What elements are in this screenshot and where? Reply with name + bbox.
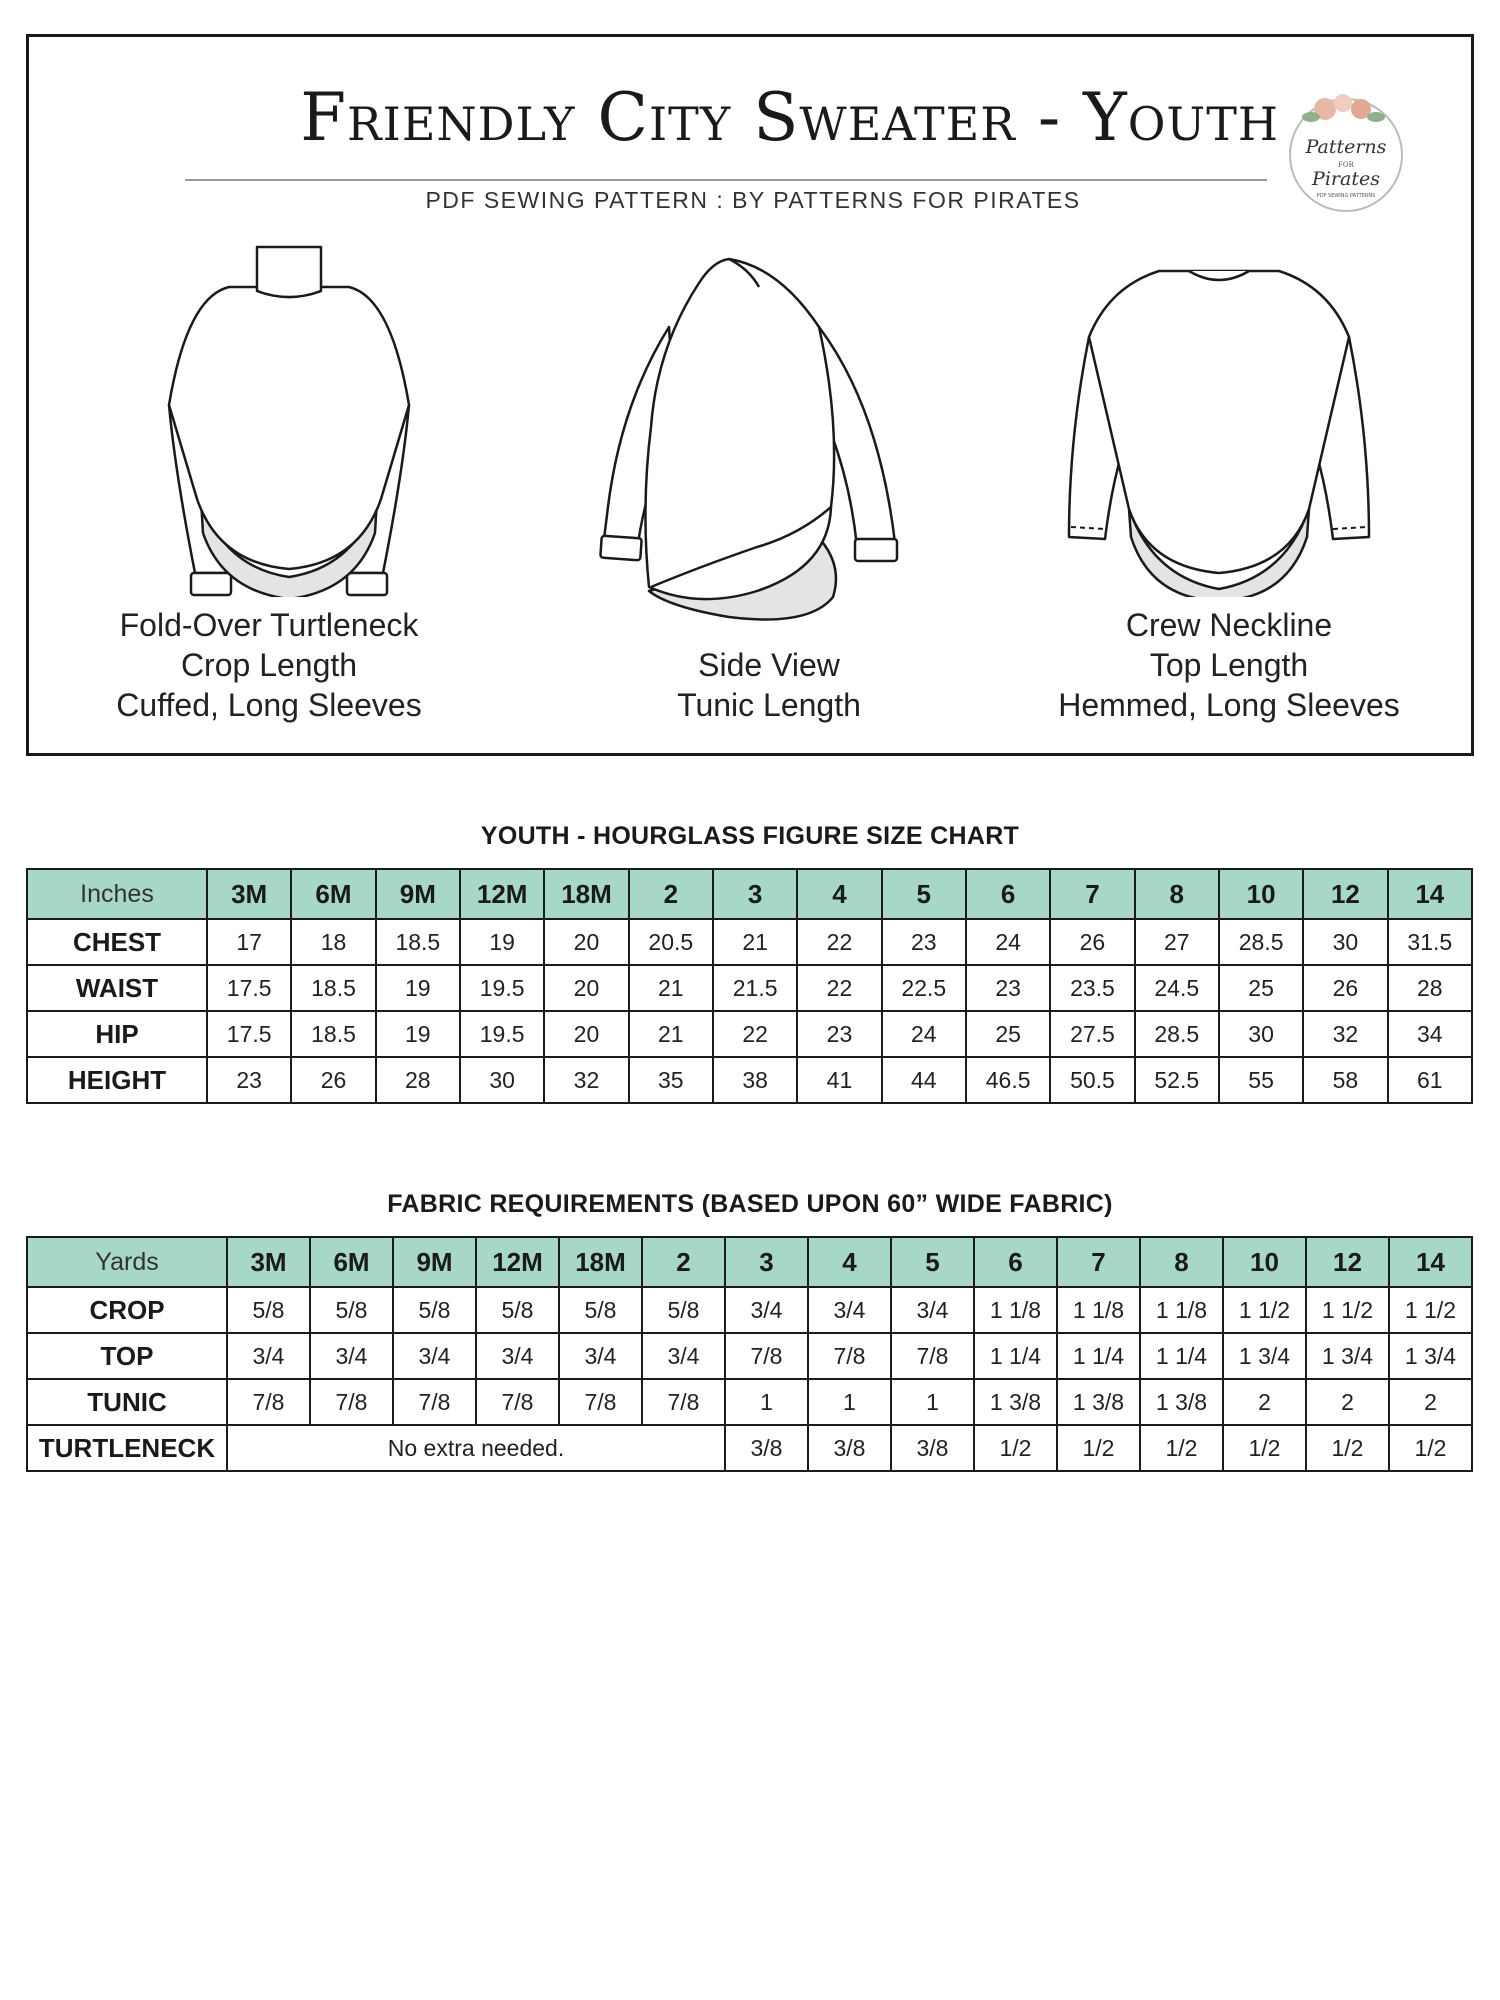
table-cell: 23 (882, 919, 966, 965)
table-cell: 2 (1223, 1379, 1306, 1425)
table-cell: 5/8 (227, 1287, 310, 1333)
table-cell: 21 (713, 919, 797, 965)
table-cell: 3/8 (808, 1425, 891, 1471)
side-view-tunic-sweater-illustration (579, 247, 949, 667)
size-header-cell: 12M (460, 869, 544, 919)
table-cell: 55 (1219, 1057, 1303, 1103)
row-label: CHEST (27, 919, 207, 965)
table-cell: 3/4 (891, 1287, 974, 1333)
table-cell: 2 (1306, 1379, 1389, 1425)
table-cell: 1 1/2 (1223, 1287, 1306, 1333)
table-cell: 3/4 (725, 1287, 808, 1333)
row-label: TUNIC (27, 1379, 227, 1425)
table-cell: 1/2 (1306, 1425, 1389, 1471)
table-cell: 31.5 (1388, 919, 1472, 965)
table-cell: 7/8 (393, 1379, 476, 1425)
size-header-cell: 3M (207, 869, 291, 919)
table-row (27, 1379, 1472, 1425)
table-cell: 5/8 (559, 1287, 642, 1333)
table-cell: 23 (797, 1011, 881, 1057)
table-cell: 1 1/8 (974, 1287, 1057, 1333)
size-header-cell: 4 (797, 869, 881, 919)
table-cell: 18 (291, 919, 375, 965)
table-cell: 1 1/4 (1140, 1333, 1223, 1379)
table-cell: 7/8 (808, 1333, 891, 1379)
table-cell: 30 (460, 1057, 544, 1103)
row-label: CROP (27, 1287, 227, 1333)
table-cell: 22.5 (882, 965, 966, 1011)
table-cell: 21.5 (713, 965, 797, 1011)
table-cell: 1 1/8 (1140, 1287, 1223, 1333)
table-cell: 3/8 (725, 1425, 808, 1471)
size-header-cell: 6 (966, 869, 1050, 919)
row-label: WAIST (27, 965, 207, 1011)
table-cell: 1 3/8 (974, 1379, 1057, 1425)
table-cell: 23.5 (1050, 965, 1134, 1011)
table-cell: 28 (1388, 965, 1472, 1011)
table-cell: 7/8 (642, 1379, 725, 1425)
table-cell: 24 (966, 919, 1050, 965)
table-cell: 1 3/4 (1389, 1333, 1472, 1379)
table-cell: 22 (797, 965, 881, 1011)
size-header-cell: 6M (310, 1237, 393, 1287)
table-cell: 2 (1389, 1379, 1472, 1425)
table-row (27, 965, 1472, 1011)
table-row (27, 1057, 1472, 1103)
table-cell: 1 1/4 (1057, 1333, 1140, 1379)
table-cell: 27.5 (1050, 1011, 1134, 1057)
table-cell: 18.5 (376, 919, 460, 965)
table-cell: 28.5 (1219, 919, 1303, 965)
table-cell: 19.5 (460, 965, 544, 1011)
table-cell: 19.5 (460, 1011, 544, 1057)
table-cell: 7/8 (310, 1379, 393, 1425)
table-cell: 44 (882, 1057, 966, 1103)
table-cell: 1 (891, 1379, 974, 1425)
table-row (27, 919, 1472, 965)
patterns-for-pirates-logo (1281, 87, 1411, 217)
table-cell: 7/8 (476, 1379, 559, 1425)
table-row (27, 1287, 1472, 1333)
row-label: TURTLENECK (27, 1425, 227, 1471)
table-cell: 19 (460, 919, 544, 965)
fabric-chart-header-row (27, 1237, 1472, 1287)
size-header-cell: 7 (1050, 869, 1134, 919)
table-cell: 20 (544, 1011, 628, 1057)
table-cell: 3/4 (310, 1333, 393, 1379)
table-cell: 1 1/2 (1389, 1287, 1472, 1333)
table-cell: 28.5 (1135, 1011, 1219, 1057)
svg-text:Patterns: Patterns (1305, 136, 1387, 158)
table-cell: 17 (207, 919, 291, 965)
svg-text:FOR: FOR (1338, 161, 1354, 169)
size-header-cell: 5 (882, 869, 966, 919)
turtleneck-crop-sweater-illustration (109, 237, 489, 597)
size-header-cell: 8 (1140, 1237, 1223, 1287)
svg-text:Pirates: Pirates (1312, 168, 1380, 190)
table-cell: 1/2 (974, 1425, 1057, 1471)
table-cell: 30 (1303, 919, 1387, 965)
table-cell: 24.5 (1135, 965, 1219, 1011)
table-cell: 19 (376, 1011, 460, 1057)
size-header-cell: 14 (1389, 1237, 1472, 1287)
table-cell: 50.5 (1050, 1057, 1134, 1103)
table-cell: 17.5 (207, 965, 291, 1011)
table-cell: 5/8 (393, 1287, 476, 1333)
table-cell: 26 (291, 1057, 375, 1103)
size-header-cell: 9M (376, 869, 460, 919)
table-cell: 25 (1219, 965, 1303, 1011)
table-cell: 41 (797, 1057, 881, 1103)
table-cell: 1 3/4 (1306, 1333, 1389, 1379)
size-header-cell: 10 (1223, 1237, 1306, 1287)
table-cell: 24 (882, 1011, 966, 1057)
table-cell: 3/8 (891, 1425, 974, 1471)
table-cell: 1 1/4 (974, 1333, 1057, 1379)
size-header-cell: 3 (713, 869, 797, 919)
table-cell: 22 (713, 1011, 797, 1057)
table-cell: 19 (376, 965, 460, 1011)
table-cell: 1 (808, 1379, 891, 1425)
table-cell: 3/4 (642, 1333, 725, 1379)
table-cell: 18.5 (291, 965, 375, 1011)
table-cell: 23 (207, 1057, 291, 1103)
table-cell: 3/4 (393, 1333, 476, 1379)
table-cell: 3/4 (227, 1333, 310, 1379)
table-cell: 20 (544, 919, 628, 965)
table-row-turtleneck (27, 1425, 1472, 1471)
size-header-cell: 14 (1388, 869, 1472, 919)
size-header-cell: 18M (544, 869, 628, 919)
pattern-subtitle: PDF SEWING PATTERN : BY PATTERNS FOR PIRATES (425, 187, 1081, 213)
size-header-cell: 12 (1303, 869, 1387, 919)
table-cell: 7/8 (559, 1379, 642, 1425)
size-header-cell: 2 (629, 869, 713, 919)
table-cell: 1 3/8 (1140, 1379, 1223, 1425)
svg-text:PDF SEWING PATTERNS: PDF SEWING PATTERNS (1316, 193, 1376, 199)
table-cell: 21 (629, 965, 713, 1011)
table-cell: 58 (1303, 1057, 1387, 1103)
table-cell: 20 (544, 965, 628, 1011)
size-header-cell: 6 (974, 1237, 1057, 1287)
caption-crew-top: Crew Neckline Top Length Hemmed, Long Sleeves (1058, 607, 1400, 723)
size-header-cell: 2 (642, 1237, 725, 1287)
table-cell: 27 (1135, 919, 1219, 965)
fabric-chart-unit-label: Yards (27, 1237, 227, 1287)
table-cell: 3/4 (476, 1333, 559, 1379)
size-header-cell: 12 (1306, 1237, 1389, 1287)
header-panel (26, 34, 1474, 756)
table-cell: 46.5 (966, 1057, 1050, 1103)
table-cell: 7/8 (227, 1379, 310, 1425)
size-header-cell: 12M (476, 1237, 559, 1287)
table-row (27, 1333, 1472, 1379)
table-cell: 1/2 (1389, 1425, 1472, 1471)
table-cell: 1/2 (1057, 1425, 1140, 1471)
table-cell: 25 (966, 1011, 1050, 1057)
table-cell: 20.5 (629, 919, 713, 965)
table-cell: 52.5 (1135, 1057, 1219, 1103)
size-header-cell: 6M (291, 869, 375, 919)
table-cell: 32 (1303, 1011, 1387, 1057)
crew-neckline-top-sweater-illustration (1029, 237, 1409, 597)
table-cell: 26 (1303, 965, 1387, 1011)
table-cell: 5/8 (310, 1287, 393, 1333)
table-cell: 1 1/8 (1057, 1287, 1140, 1333)
size-header-cell: 7 (1057, 1237, 1140, 1287)
table-cell: 30 (1219, 1011, 1303, 1057)
caption-turtleneck-crop: Fold-Over Turtleneck Crop Length Cuffed, Long Sleeves (116, 607, 422, 723)
size-chart-unit-label: Inches (27, 869, 207, 919)
table-row (27, 1011, 1472, 1057)
size-chart-header-row (27, 869, 1472, 919)
table-cell: 34 (1388, 1011, 1472, 1057)
fabric-requirements-table (26, 1236, 1473, 1472)
table-cell: 1/2 (1140, 1425, 1223, 1471)
table-cell: 7/8 (725, 1333, 808, 1379)
pattern-title: Friendly City Sweater - Youth (300, 79, 1279, 156)
table-cell: 1 3/4 (1223, 1333, 1306, 1379)
row-label: HIP (27, 1011, 207, 1057)
table-cell: 21 (629, 1011, 713, 1057)
size-chart-title: YOUTH - HOURGLASS FIGURE SIZE CHART (480, 822, 1020, 850)
size-header-cell: 3M (227, 1237, 310, 1287)
row-label: TOP (27, 1333, 227, 1379)
size-header-cell: 4 (808, 1237, 891, 1287)
size-header-cell: 9M (393, 1237, 476, 1287)
turtleneck-note: No extra needed. (227, 1425, 725, 1471)
table-cell: 1/2 (1223, 1425, 1306, 1471)
table-cell: 3/4 (559, 1333, 642, 1379)
fabric-chart-title: FABRIC REQUIREMENTS (BASED UPON 60” WIDE FABRIC) (387, 1190, 1113, 1218)
size-header-cell: 18M (559, 1237, 642, 1287)
size-header-cell: 3 (725, 1237, 808, 1287)
table-cell: 61 (1388, 1057, 1472, 1103)
size-header-cell: 10 (1219, 869, 1303, 919)
table-cell: 23 (966, 965, 1050, 1011)
title-divider (185, 179, 1267, 181)
size-header-cell: 8 (1135, 869, 1219, 919)
size-chart-table (26, 868, 1473, 1104)
table-cell: 32 (544, 1057, 628, 1103)
table-cell: 38 (713, 1057, 797, 1103)
table-cell: 17.5 (207, 1011, 291, 1057)
table-cell: 35 (629, 1057, 713, 1103)
caption-side-view-tunic: Side View Tunic Length (677, 647, 861, 723)
table-cell: 18.5 (291, 1011, 375, 1057)
table-cell: 28 (376, 1057, 460, 1103)
table-cell: 22 (797, 919, 881, 965)
table-cell: 1 3/8 (1057, 1379, 1140, 1425)
row-label: HEIGHT (27, 1057, 207, 1103)
table-cell: 5/8 (642, 1287, 725, 1333)
table-cell: 3/4 (808, 1287, 891, 1333)
table-cell: 26 (1050, 919, 1134, 965)
table-cell: 5/8 (476, 1287, 559, 1333)
table-cell: 1 (725, 1379, 808, 1425)
size-header-cell: 5 (891, 1237, 974, 1287)
table-cell: 1 1/2 (1306, 1287, 1389, 1333)
table-cell: 7/8 (891, 1333, 974, 1379)
